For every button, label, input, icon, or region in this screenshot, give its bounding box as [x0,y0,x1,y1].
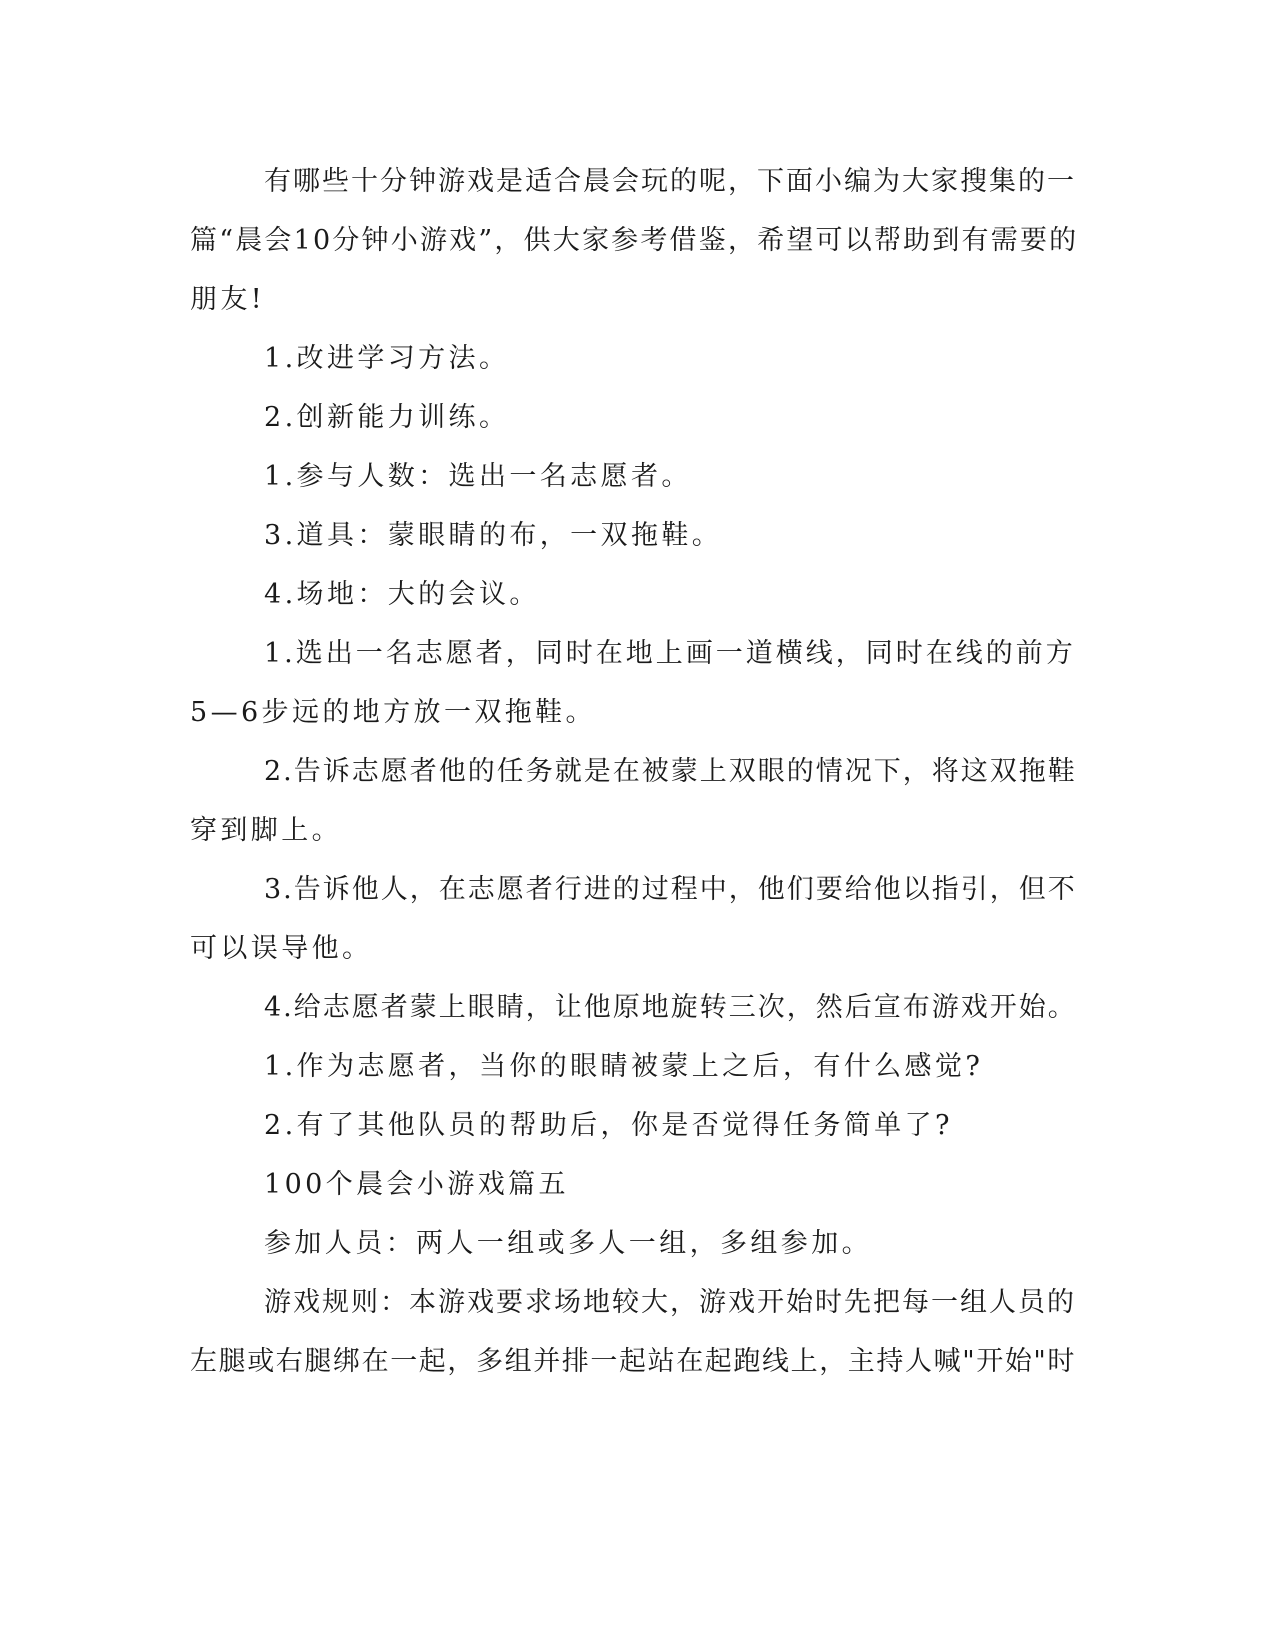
paragraph-line: 参加人员：两人一组或多人一组，多组参加。 [264,1228,872,1259]
paragraph-line: 1.选出一名志愿者，同时在地上画一道横线，同时在线的前方 [264,638,1076,669]
paragraph-line: 左腿或右腿绑在一起，多组并排一起站在起跑线上，主持人喊"开始"时 [190,1346,1077,1377]
paragraph-line: 穿到脚上。 [190,815,342,846]
list-item: 3.道具：蒙眼睛的布，一双拖鞋。 [264,520,723,551]
list-item: 2.创新能力训练。 [264,402,510,433]
paragraph-line: 2.告诉志愿者他的任务就是在被蒙上双眼的情况下，将这双拖鞋 [264,756,1077,787]
paragraph-line: 4.给志愿者蒙上眼睛，让他原地旋转三次，然后宣布游戏开始。 [264,992,1077,1023]
list-item: 1.作为志愿者，当你的眼睛被蒙上之后，有什么感觉? [264,1051,984,1082]
list-item: 4.场地：大的会议。 [264,579,540,610]
paragraph-line: 可以误导他。 [190,933,373,964]
paragraph-line: 有哪些十分钟游戏是适合晨会玩的呢，下面小编为大家搜集的一 [264,166,1076,197]
paragraph-line: 朋友! [190,284,266,315]
list-item: 1.改进学习方法。 [264,343,510,374]
paragraph-line: 游戏规则：本游戏要求场地较大，游戏开始时先把每一组人员的 [264,1287,1076,1318]
paragraph-line: 5—6步远的地方放一双拖鞋。 [190,697,596,728]
list-item: 1.参与人数：选出一名志愿者。 [264,461,692,492]
paragraph-line: 篇“晨会10分钟小游戏”，供大家参考借鉴，希望可以帮助到有需要的 [190,225,1079,256]
paragraph-line: 3.告诉他人，在志愿者行进的过程中，他们要给他以指引，但不 [264,874,1077,905]
list-item: 2.有了其他队员的帮助后，你是否觉得任务简单了? [264,1110,953,1141]
section-heading: 100个晨会小游戏篇五 [264,1169,569,1200]
